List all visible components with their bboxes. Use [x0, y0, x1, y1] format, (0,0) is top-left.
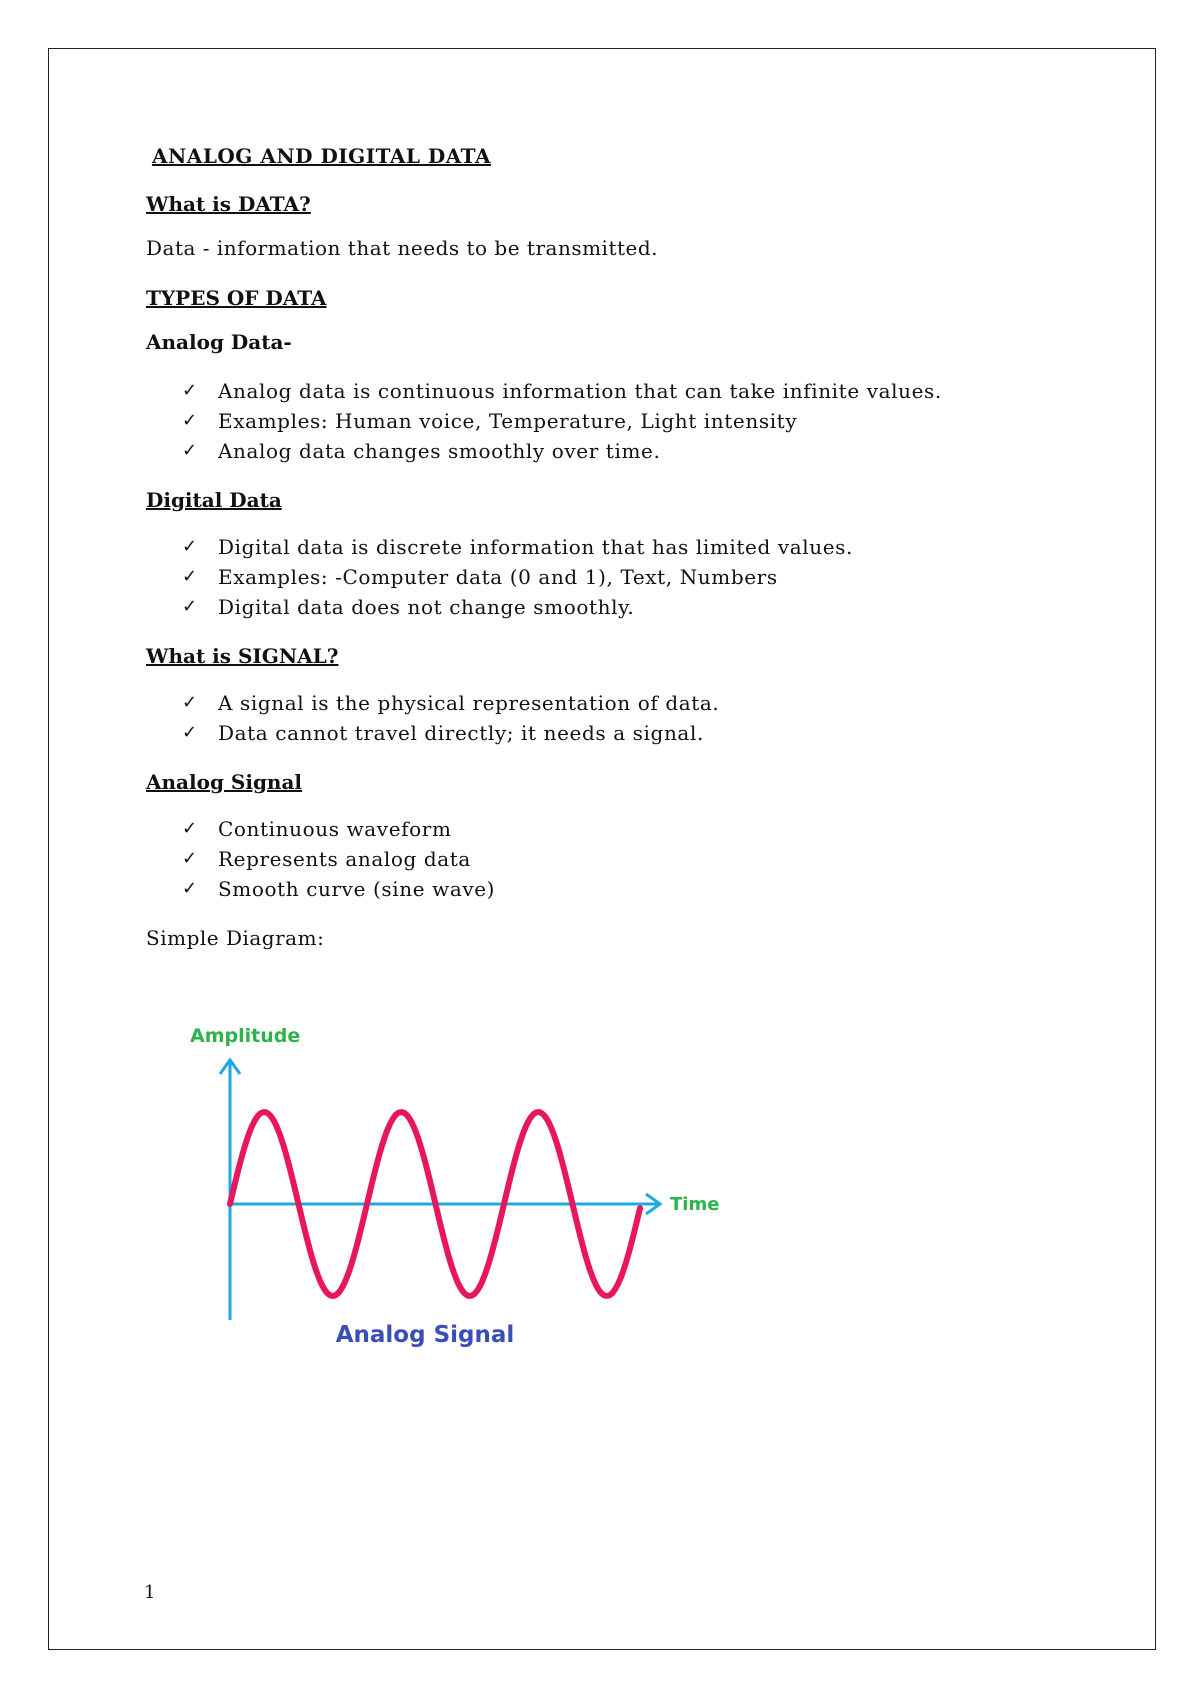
checkmark-icon: ✓	[182, 878, 198, 899]
checkmark-icon: ✓	[182, 410, 198, 431]
document-title: ANALOG AND DIGITAL DATA	[152, 144, 491, 168]
list-item: ✓ Digital data is discrete information that has limited values.	[182, 532, 1066, 562]
list-item: ✓ Examples: -Computer data (0 and 1), Text, Numbers	[182, 562, 1066, 592]
list-item: ✓ Examples: Human voice, Temperature, Light intensity	[182, 406, 1066, 436]
list-item: ✓ Represents analog data	[182, 844, 1066, 874]
x-axis-label: Time	[670, 1194, 720, 1215]
heading-types-of-data: TYPES OF DATA	[146, 286, 327, 310]
list-item: ✓ Digital data does not change smoothly.	[182, 592, 1066, 622]
y-axis-label: Amplitude	[190, 1025, 301, 1047]
heading-analog-data: Analog Data-	[146, 330, 292, 354]
checkmark-icon: ✓	[182, 692, 198, 713]
list-item: ✓ Continuous waveform	[182, 814, 1066, 844]
digital-data-list	[146, 532, 1066, 622]
checkmark-icon: ✓	[182, 440, 198, 461]
analog-data-list	[146, 376, 1066, 466]
heading-what-is-data: What is DATA?	[146, 192, 311, 216]
diagram-caption: Analog Signal	[335, 1322, 515, 1348]
page-number: 1	[144, 1582, 156, 1603]
checkmark-icon: ✓	[182, 596, 198, 617]
heading-digital-data: Digital Data	[146, 488, 282, 512]
checkmark-icon: ✓	[182, 818, 198, 839]
checkmark-icon: ✓	[182, 380, 198, 401]
checkmark-icon: ✓	[182, 566, 198, 587]
analog-signal-list	[146, 814, 1066, 904]
checkmark-icon: ✓	[182, 536, 198, 557]
checkmark-icon: ✓	[182, 848, 198, 869]
heading-what-is-signal: What is SIGNAL?	[146, 644, 339, 668]
document-body	[146, 144, 1066, 976]
signal-list	[146, 688, 1066, 748]
diagram-intro: Simple Diagram:	[146, 926, 325, 950]
data-definition: Data - information that needs to be transmitted.	[146, 236, 659, 260]
checkmark-icon: ✓	[182, 722, 198, 743]
list-item: ✓ Smooth curve (sine wave)	[182, 874, 1066, 904]
heading-analog-signal: Analog Signal	[146, 770, 303, 794]
list-item: ✓ A signal is the physical representation of data.	[182, 688, 1066, 718]
list-item: ✓ Analog data is continuous information that can take infinite values.	[182, 376, 1066, 406]
list-item: ✓ Data cannot travel directly; it needs a signal.	[182, 718, 1066, 748]
analog-signal-diagram	[170, 1020, 750, 1380]
list-item: ✓ Analog data changes smoothly over time.	[182, 436, 1066, 466]
